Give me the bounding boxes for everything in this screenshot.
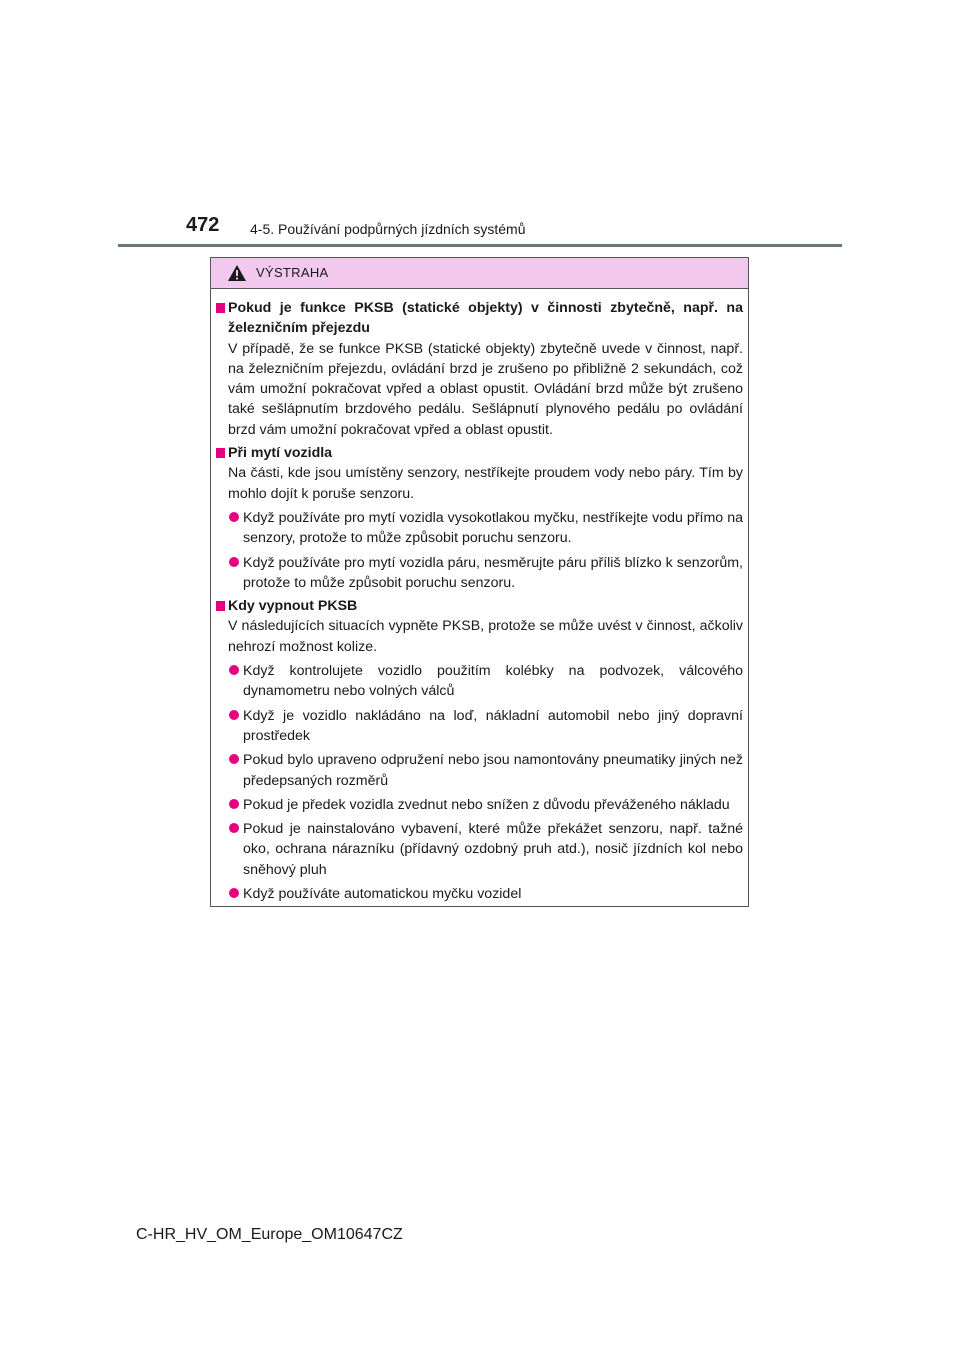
square-bullet-icon (216, 448, 225, 458)
square-bullet-icon (216, 601, 225, 611)
warning-label: VÝSTRAHA (256, 265, 329, 280)
item-text: V následujících situacích vypněte PKSB, protože se může uvést v činnost, ačkoliv nehrozí možnost kolize. (228, 618, 743, 655)
document-id: C-HR_HV_OM_Europe_OM10647CZ (136, 1226, 403, 1243)
list-item: Když kontrolujete vozidlo použitím kolébky na podvozek, válcového dynamometru nebo volných válců (216, 661, 743, 702)
circle-bullet-icon (229, 665, 239, 675)
warning-item (216, 443, 743, 593)
warning-header (211, 258, 748, 289)
list-item: Pokud bylo upraveno odpružení nebo jsou namontovány pneumatiky jiných než předepsaných rozměrů (216, 750, 743, 791)
circle-bullet-icon (229, 557, 239, 567)
page-header (186, 214, 846, 242)
item-text: Na části, kde jsou umístěny senzory, nestříkejte proudem vody nebo páry. Tím by mohlo dojít k poruše senzoru. (228, 465, 743, 502)
warning-item (216, 596, 743, 904)
circle-bullet-icon (229, 823, 239, 833)
list-item: Když je vozidlo nakládáno na loď, nákladní automobil nebo jiný dopravní prostředek (216, 706, 743, 747)
list-item: Pokud je předek vozidla zvednut nebo snížen z důvodu převáženého nákladu (216, 795, 743, 815)
circle-bullet-icon (229, 710, 239, 720)
warning-triangle-icon (227, 264, 247, 282)
header-rule (118, 244, 842, 247)
square-bullet-icon (216, 303, 225, 313)
item-heading: Kdy vypnout PKSB (216, 596, 743, 616)
warning-box (210, 257, 749, 907)
warning-content (216, 298, 743, 907)
item-text: V případě, že se funkce PKSB (statické objekty) zbytečně uvede v činnost, např. na železničním přejezdu, ovládání brzd je zrušeno po přibližně 2 sekundách, což vám umožní pokračovat vpřed a oblast opustit. Ovládání brzd může být zrušeno také sešlápnutím brzdového pedálu. Sešlápnutí plynového pedálu po ovládání brzd vám umožní pokračovat vpřed a oblast opustit. (228, 340, 743, 438)
warning-item (216, 298, 743, 440)
circle-bullet-icon (229, 799, 239, 809)
circle-bullet-icon (229, 754, 239, 764)
list-item: Pokud je nainstalováno vybavení, které může překážet senzoru, např. tažné oko, ochrana nárazníku (přídavný ozdobný pruh atd.), nosič jízdních kol nebo sněhový pluh (216, 819, 743, 880)
item-heading: Při mytí vozidla (216, 443, 743, 463)
circle-bullet-icon (229, 888, 239, 898)
section-title: 4-5. Používání podpůrných jízdních systémů (250, 221, 526, 237)
circle-bullet-icon (229, 512, 239, 522)
page-number: 472 (186, 214, 220, 236)
item-heading: Pokud je funkce PKSB (statické objekty) v činnosti zbytečně, např. na železničním přejezdu (216, 298, 743, 339)
list-item: Když používáte automatickou myčku vozidel (216, 884, 743, 904)
list-item: Když používáte pro mytí vozidla vysokotlakou myčku, nestříkejte vodu přímo na senzory, protože to může způsobit poruchu senzoru. (216, 508, 743, 549)
list-item: Když používáte pro mytí vozidla páru, nesměrujte páru příliš blízko k senzorům, protože to může způsobit poruchu senzoru. (216, 553, 743, 594)
